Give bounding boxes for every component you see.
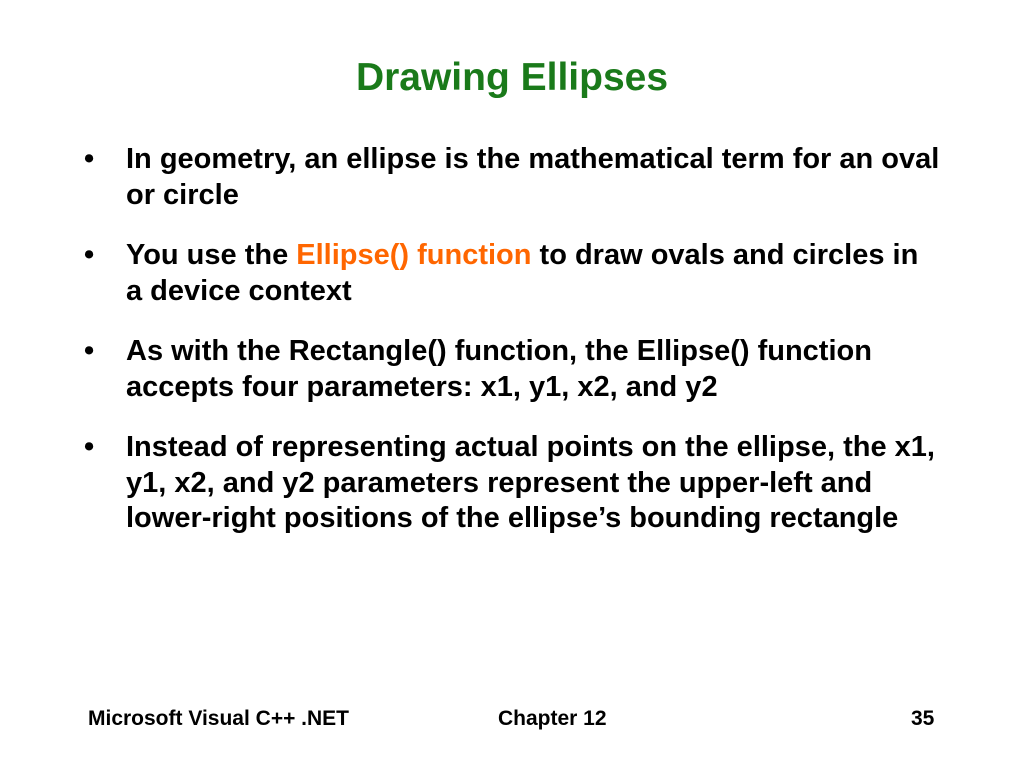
highlighted-function-name: Ellipse() function	[296, 239, 532, 271]
bullet-text: Instead of representing actual points on the ellipse, the x1, y1, x2, and y2 parameters represent the upper-left and lower-right positions of the ellipse’s bounding rectangle	[126, 431, 935, 534]
bullet-text-before: You use the	[126, 239, 297, 271]
bullet-item	[80, 334, 940, 405]
bullet-item	[80, 238, 940, 309]
bullet-text: In geometry, an ellipse is the mathematical term for an oval or circle	[126, 143, 940, 211]
bullet-list	[80, 142, 940, 562]
footer-chapter: Chapter 12	[498, 707, 607, 730]
slide-title: Drawing Ellipses	[355, 56, 669, 99]
bullet-item	[80, 430, 940, 537]
bullet-item	[80, 142, 940, 213]
bullet-text-after: to draw ovals and circles in a device context	[126, 239, 919, 307]
bullet-marker: •	[84, 431, 95, 463]
bullet-marker: •	[84, 143, 95, 175]
bullet-marker: •	[84, 335, 95, 367]
bullet-text: As with the Rectangle() function, the Ellipse() function accepts four parameters: x1, y1, x2, and y2	[126, 335, 872, 403]
bullet-marker: •	[84, 239, 95, 271]
footer-course-title: Microsoft Visual C++ .NET	[88, 707, 350, 730]
footer-page-number: 35	[911, 707, 935, 730]
